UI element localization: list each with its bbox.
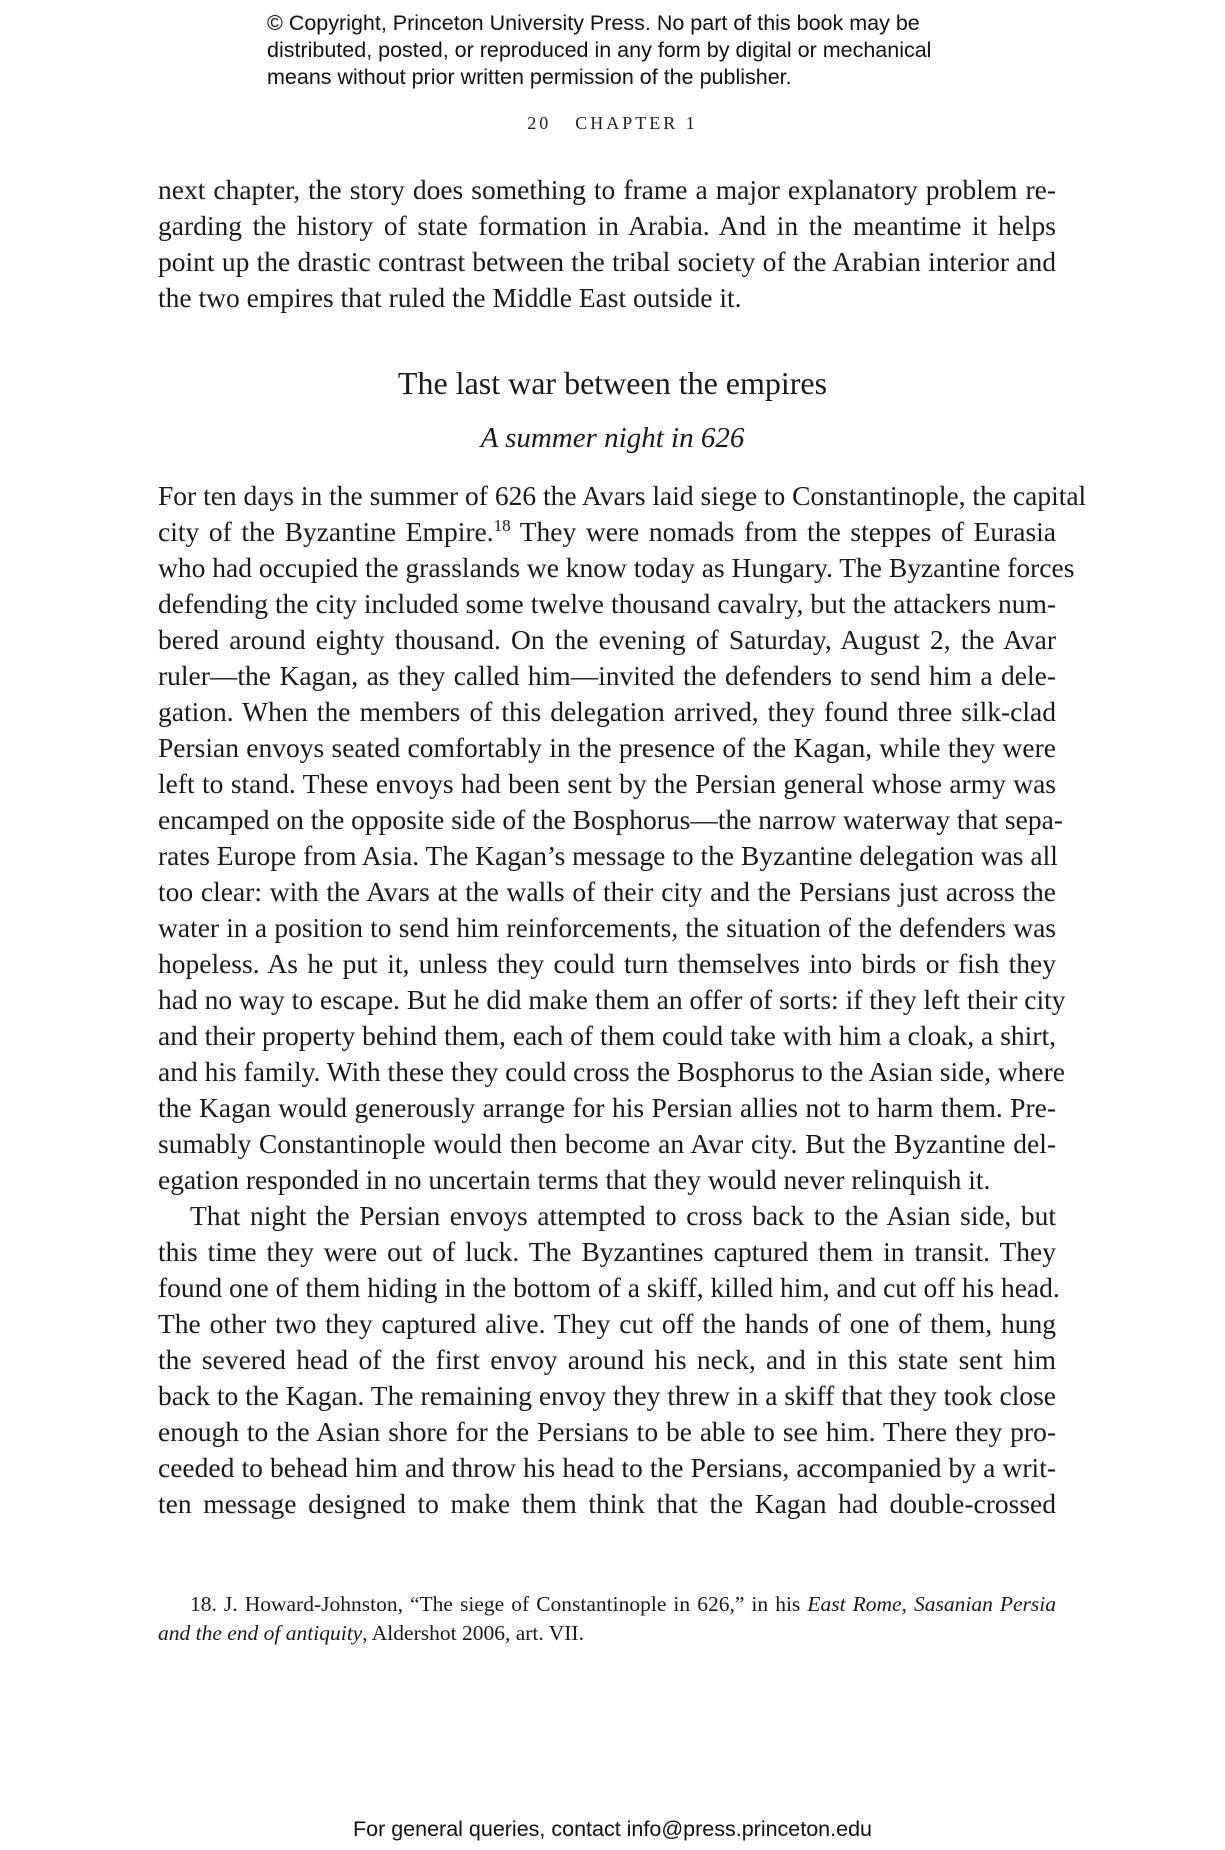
text-line: That night the Persian envoys attempted to cross back to the Asian side, but [190, 1200, 1056, 1231]
text-line: defending the city included some twelve thousand cavalry, but the attackers num- [158, 588, 1056, 619]
text-line: The other two they captured alive. They cut off the hands of one of them, hung [158, 1308, 1056, 1339]
text-line: rates Europe from Asia. The Kagan’s message to the Byzantine delegation was all [158, 840, 1058, 871]
text-fragment: They were nomads from the steppes of Eurasia [510, 516, 1056, 547]
text-line: garding the history of state formation in Arabia. And in the meantime it helps [158, 210, 1056, 241]
footnote-book-title: and the end of antiquity [158, 1621, 363, 1645]
text-line: left to stand. These envoys had been sent by the Persian general whose army was [158, 768, 1056, 799]
text-line: had no way to escape. But he did make them an offer of sorts: if they left their city [158, 984, 1066, 1015]
text-line: egation responded in no uncertain terms that they would never relinquish it. [158, 1164, 991, 1195]
footnote-line [158, 1590, 1056, 1619]
intro-paragraph [158, 172, 1056, 316]
running-head [0, 113, 1225, 134]
text-line: and their property behind them, each of them could take with him a cloak, a shirt, [158, 1020, 1056, 1051]
text-line: ten message designed to make them think that the Kagan had double-crossed [158, 1488, 1056, 1519]
text-line: hopeless. As he put it, unless they could turn themselves into birds or fish they [158, 948, 1056, 979]
text-line: ruler—the Kagan, as they called him—invited the defenders to send him a dele- [158, 660, 1056, 691]
text-fragment: city of the Byzantine Empire. [158, 516, 494, 547]
text-line: Persian envoys seated comfortably in the presence of the Kagan, while they were [158, 732, 1056, 763]
text-line: the two empires that ruled the Middle East outside it. [158, 282, 742, 313]
text-line: the severed head of the first envoy around his neck, and in this state sent him [158, 1344, 1056, 1375]
copyright-line: distributed, posted, or reproduced in any form by digital or mechanical [267, 38, 932, 62]
text-line: this time they were out of luck. The Byzantines captured them in transit. They [158, 1236, 1056, 1267]
text-line: next chapter, the story does something to frame a major explanatory problem re- [158, 174, 1056, 205]
text-line: enough to the Asian shore for the Persians to be able to see him. There they pro- [158, 1416, 1056, 1447]
footnote [158, 1590, 1056, 1648]
copyright-line: means without prior written permission of the publisher. [267, 65, 792, 89]
text-line: found one of them hiding in the bottom of a skiff, killed him, and cut off his head. [158, 1272, 1060, 1303]
footnote-text: , Aldershot 2006, art. VII. [362, 1621, 584, 1645]
text-line: and his family. With these they could cross the Bosphorus to the Asian side, where [158, 1056, 1066, 1087]
footnote-reference[interactable]: 18 [493, 515, 511, 535]
text-line: who had occupied the grasslands we know today as Hungary. The Byzantine forces [158, 552, 1075, 583]
body-text [158, 478, 1087, 1522]
footnote-book-title: East Rome, Sasanian Persia [807, 1592, 1056, 1616]
copyright-notice [267, 10, 1027, 91]
text-line: gation. When the members of this delegation arrived, they found three silk-clad [158, 696, 1056, 727]
text-line: For ten days in the summer of 626 the Avars laid siege to Constantinople, the capital [158, 480, 1087, 511]
copyright-line: © Copyright, Princeton University Press. No part of this book may be [267, 11, 920, 35]
contact-footer: For general queries, contact info@press.princeton.edu [352, 1817, 872, 1841]
text-line: point up the drastic contrast between the tribal society of the Arabian interior and [158, 246, 1056, 277]
text-line: ceeded to behead him and throw his head to the Persians, accompanied by a writ- [158, 1452, 1056, 1483]
footnote-text: 18. J. Howard-Johnston, “The siege of Constantinople in 626,” in his [190, 1592, 808, 1616]
text-line: bered around eighty thousand. On the evening of Saturday, August 2, the Avar [158, 624, 1056, 655]
chapter-label: CHAPTER 1 [575, 113, 698, 133]
text-line-with-footnote-ref [158, 514, 1056, 550]
footnote-line [158, 1619, 1056, 1648]
text-line: encamped on the opposite side of the Bosphorus—the narrow waterway that sepa- [158, 804, 1063, 835]
section-title: The last war between the empires [397, 365, 828, 401]
text-line: back to the Kagan. The remaining envoy they threw in a skiff that they took close [158, 1380, 1056, 1411]
section-subtitle: A summer night in 626 [480, 422, 745, 454]
text-line: sumably Constantinople would then become an Avar city. But the Byzantine del- [158, 1128, 1056, 1159]
text-line: water in a position to send him reinforcements, the situation of the defenders was [158, 912, 1056, 943]
text-line: too clear: with the Avars at the walls of their city and the Persians just across the [158, 876, 1056, 907]
text-line: the Kagan would generously arrange for his Persian allies not to harm them. Pre- [158, 1092, 1056, 1123]
page-number: 20 [527, 113, 552, 133]
